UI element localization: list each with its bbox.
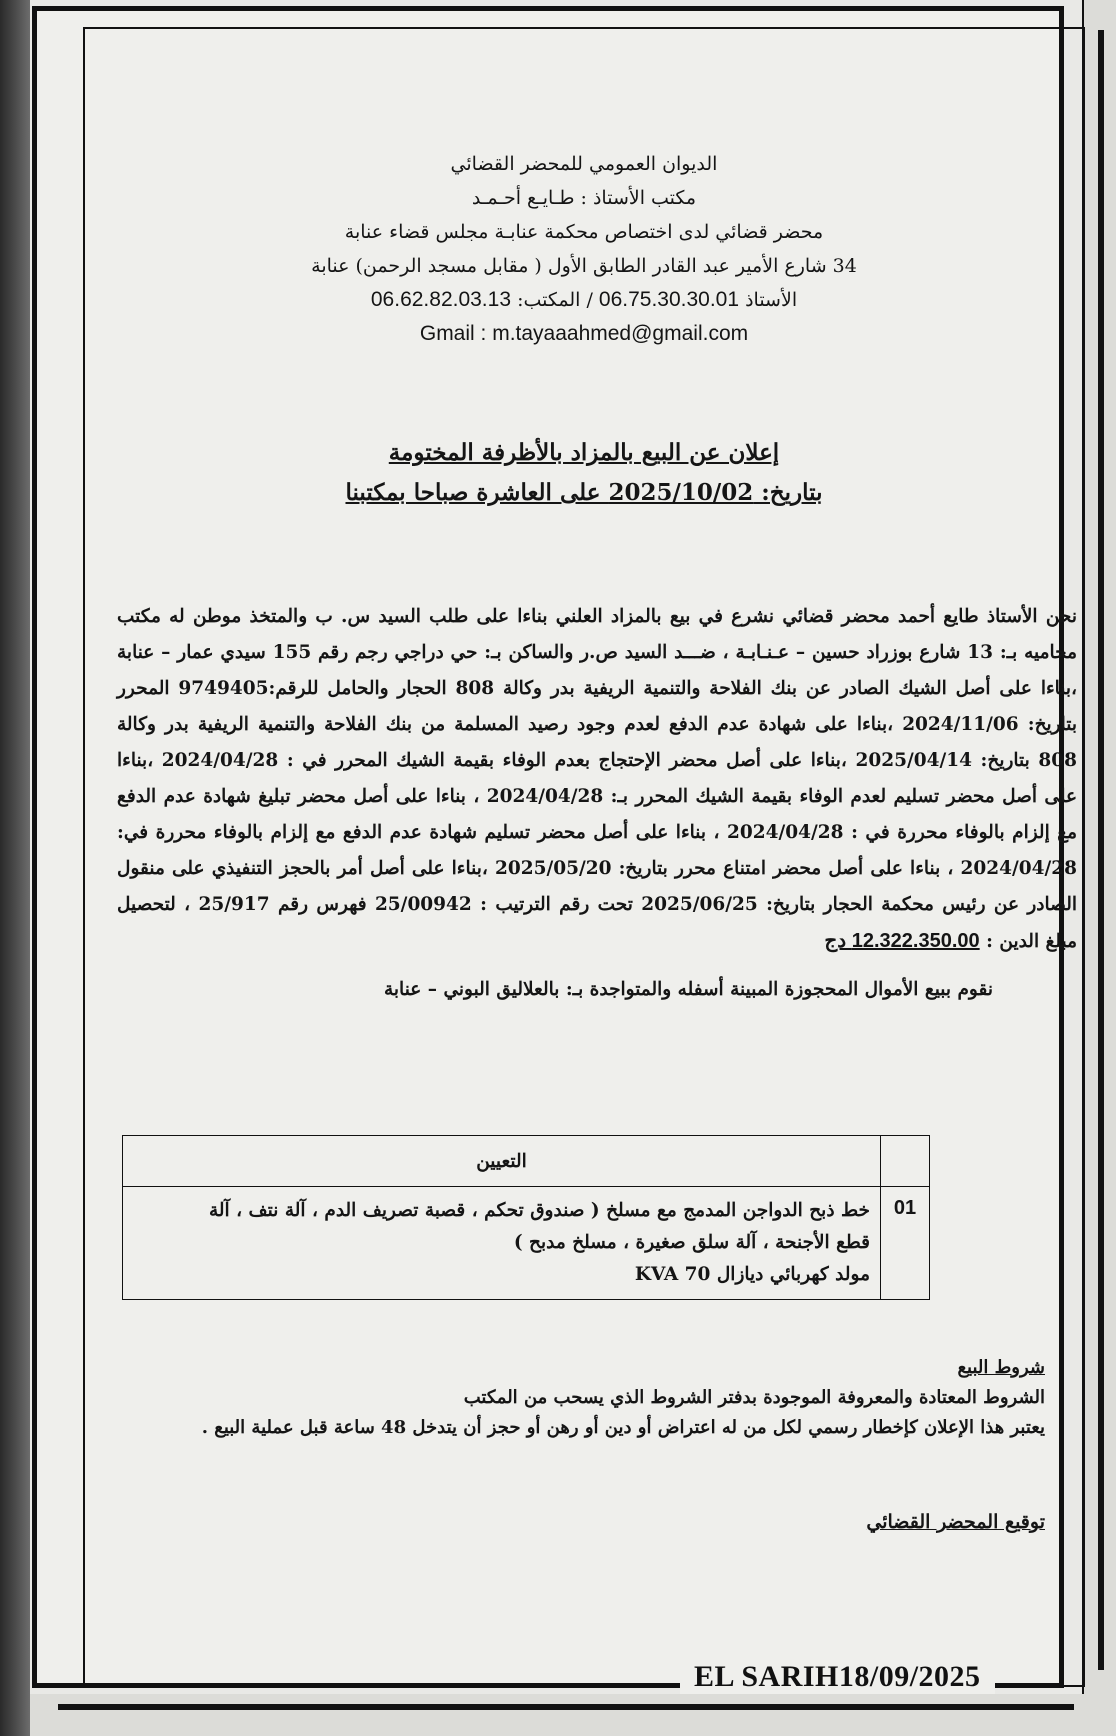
title-line-1: إعلان عن البيع بالمزاد بالأظرفة المختومة: [388, 439, 780, 466]
conditions-line-1: الشروط المعتادة والمعروفة الموجودة بدفتر الشروط الذي يسحب من المكتب: [463, 1387, 1045, 1408]
notice-frame: [32, 6, 1078, 1688]
header-address: 34 شارع الأمير عبد القادر الطابق الأول ( مقابل مسجد الرحمن) عنابة: [311, 255, 857, 277]
seized-items-table: [122, 1135, 930, 1300]
header-phone-1: 06.75.30.30.01: [598, 288, 740, 311]
item-number: 01: [881, 1187, 930, 1300]
conditions-heading: شروط البيع: [957, 1357, 1045, 1378]
item-desc-line-2: قطع الأجنحة ، آلة سلق صغيرة ، مسلخ مدبح ): [513, 1232, 870, 1253]
item-description: [123, 1187, 881, 1300]
newspaper-date-label: EL SARIH18/09/2025: [680, 1660, 995, 1694]
header-lawyer: مكتب الأستاذ : طـايـع أحـمـد: [471, 187, 697, 209]
table-row: [123, 1187, 930, 1300]
header-email: Gmail : m.tayaaahmed@gmail.com: [419, 322, 749, 345]
header-phone-sep: / المكتب:: [517, 289, 593, 311]
table-desc-header: التعيين: [123, 1136, 881, 1187]
header-phone-prefix: الأستاذ: [745, 289, 798, 311]
office-header: [97, 147, 1071, 351]
page-edge-left: [0, 0, 30, 1736]
table-num-header: [881, 1136, 930, 1187]
header-jurisdiction: محضر قضائي لدى اختصاص محكمة عنابـة مجلس قضاء عنابة: [344, 221, 824, 243]
sale-conditions: [37, 1353, 1045, 1443]
item-desc-line-1: خط ذبح الدواجن المدمج مع مسلخ ( صندوق تحكم ، قصبة تصريف الدم ، آلة نتف ، آلة: [208, 1200, 870, 1221]
header-phone-2: 06.62.82.03.13: [370, 288, 512, 311]
sale-intro: نقوم ببيع الأموال المحجوزة المبينة أسفله والمتواجدة بـ: بالعلاليق البوني – عنابة: [383, 979, 993, 1000]
notice-title: [97, 433, 1071, 513]
table-header-row: [123, 1136, 930, 1187]
page-edge-bottom: [30, 1694, 1084, 1736]
notice-body: [117, 599, 1077, 960]
title-line-2: بتاريخ: 2025/10/02 على العاشرة صباحا بمكتبنا: [345, 479, 823, 506]
body-paragraph: نحن الأستاذ طايع أحمد محضر قضائي نشرع في بيع بالمزاد العلني بناءا على طلب السيد س. ب والمتخذ موطن له مكتب محاميه بـ: 13 شارع بوزراد حسين – عـنـابـة ، ضـــد السيد ص.ر والساكن بـ: حي دراجي رجم رقم 155 سيدي عمار – عنابة ،بناءا على أصل الشيك الصادر عن بنك الفلاحة والتنمية الريفية بدر وكالة 808 الحجار والحامل للرقم:9749405 المحرر بتاريخ: 2024/11/06 ،بناءا على شهادة عدم الدفع لعدم وجود رصيد المسلمة من بنك الفلاحة والتنمية الريفية بدر وكالة 808 بتاريخ: 2025/04/14 ،بناءا على أصل محضر الإحتجاج بعدم الوفاء بقيمة الشيك المحرر في : 2024/04/28 ،بناءا على أصل محضر تسليم لعدم الوفاء بقيمة الشيك المحرر بـ: 2024/04/28 ، بناءا على أصل محضر تبليغ شهادة عدم الدفع مع إلزام بالوفاء محررة في : 2024/04/28 ، بناءا على أصل محضر تسليم شهادة عدم الدفع مع إلزام بالوفاء محررة في: 2024/04/28 ، بناءا على أصل محضر امتناع محرر بتاريخ: 2025/05/20 ،بناءا على أصل أمر بالحجز التنفيذي على منقول الصادر عن رئيس محكمة الحجار بتاريخ: 2025/06/25 تحت رقم الترتيب : 25/00942 فهرس رقم 25/917 ، لتحصيل مبلغ الدين :: [117, 606, 1078, 952]
footer-rule: [52, 1683, 692, 1687]
page-edge-right: [1082, 0, 1116, 1736]
debt-amount: 12.322.350.00 دج: [824, 930, 980, 952]
conditions-line-2: يعتبر هذا الإعلان كإخطار رسمي لكل من له اعتراض أو دين أو رهن أو حجز أن يتدخل 48 ساعة قبل عملية البيع .: [201, 1417, 1045, 1438]
header-phones: [97, 283, 1071, 317]
bailiff-signature: توقيع المحضر القضائي: [866, 1511, 1045, 1533]
header-office-name: الديوان العمومي للمحضر القضائي: [450, 153, 718, 175]
item-desc-line-3: مولد كهربائي ديازال 70 KVA: [634, 1264, 870, 1285]
